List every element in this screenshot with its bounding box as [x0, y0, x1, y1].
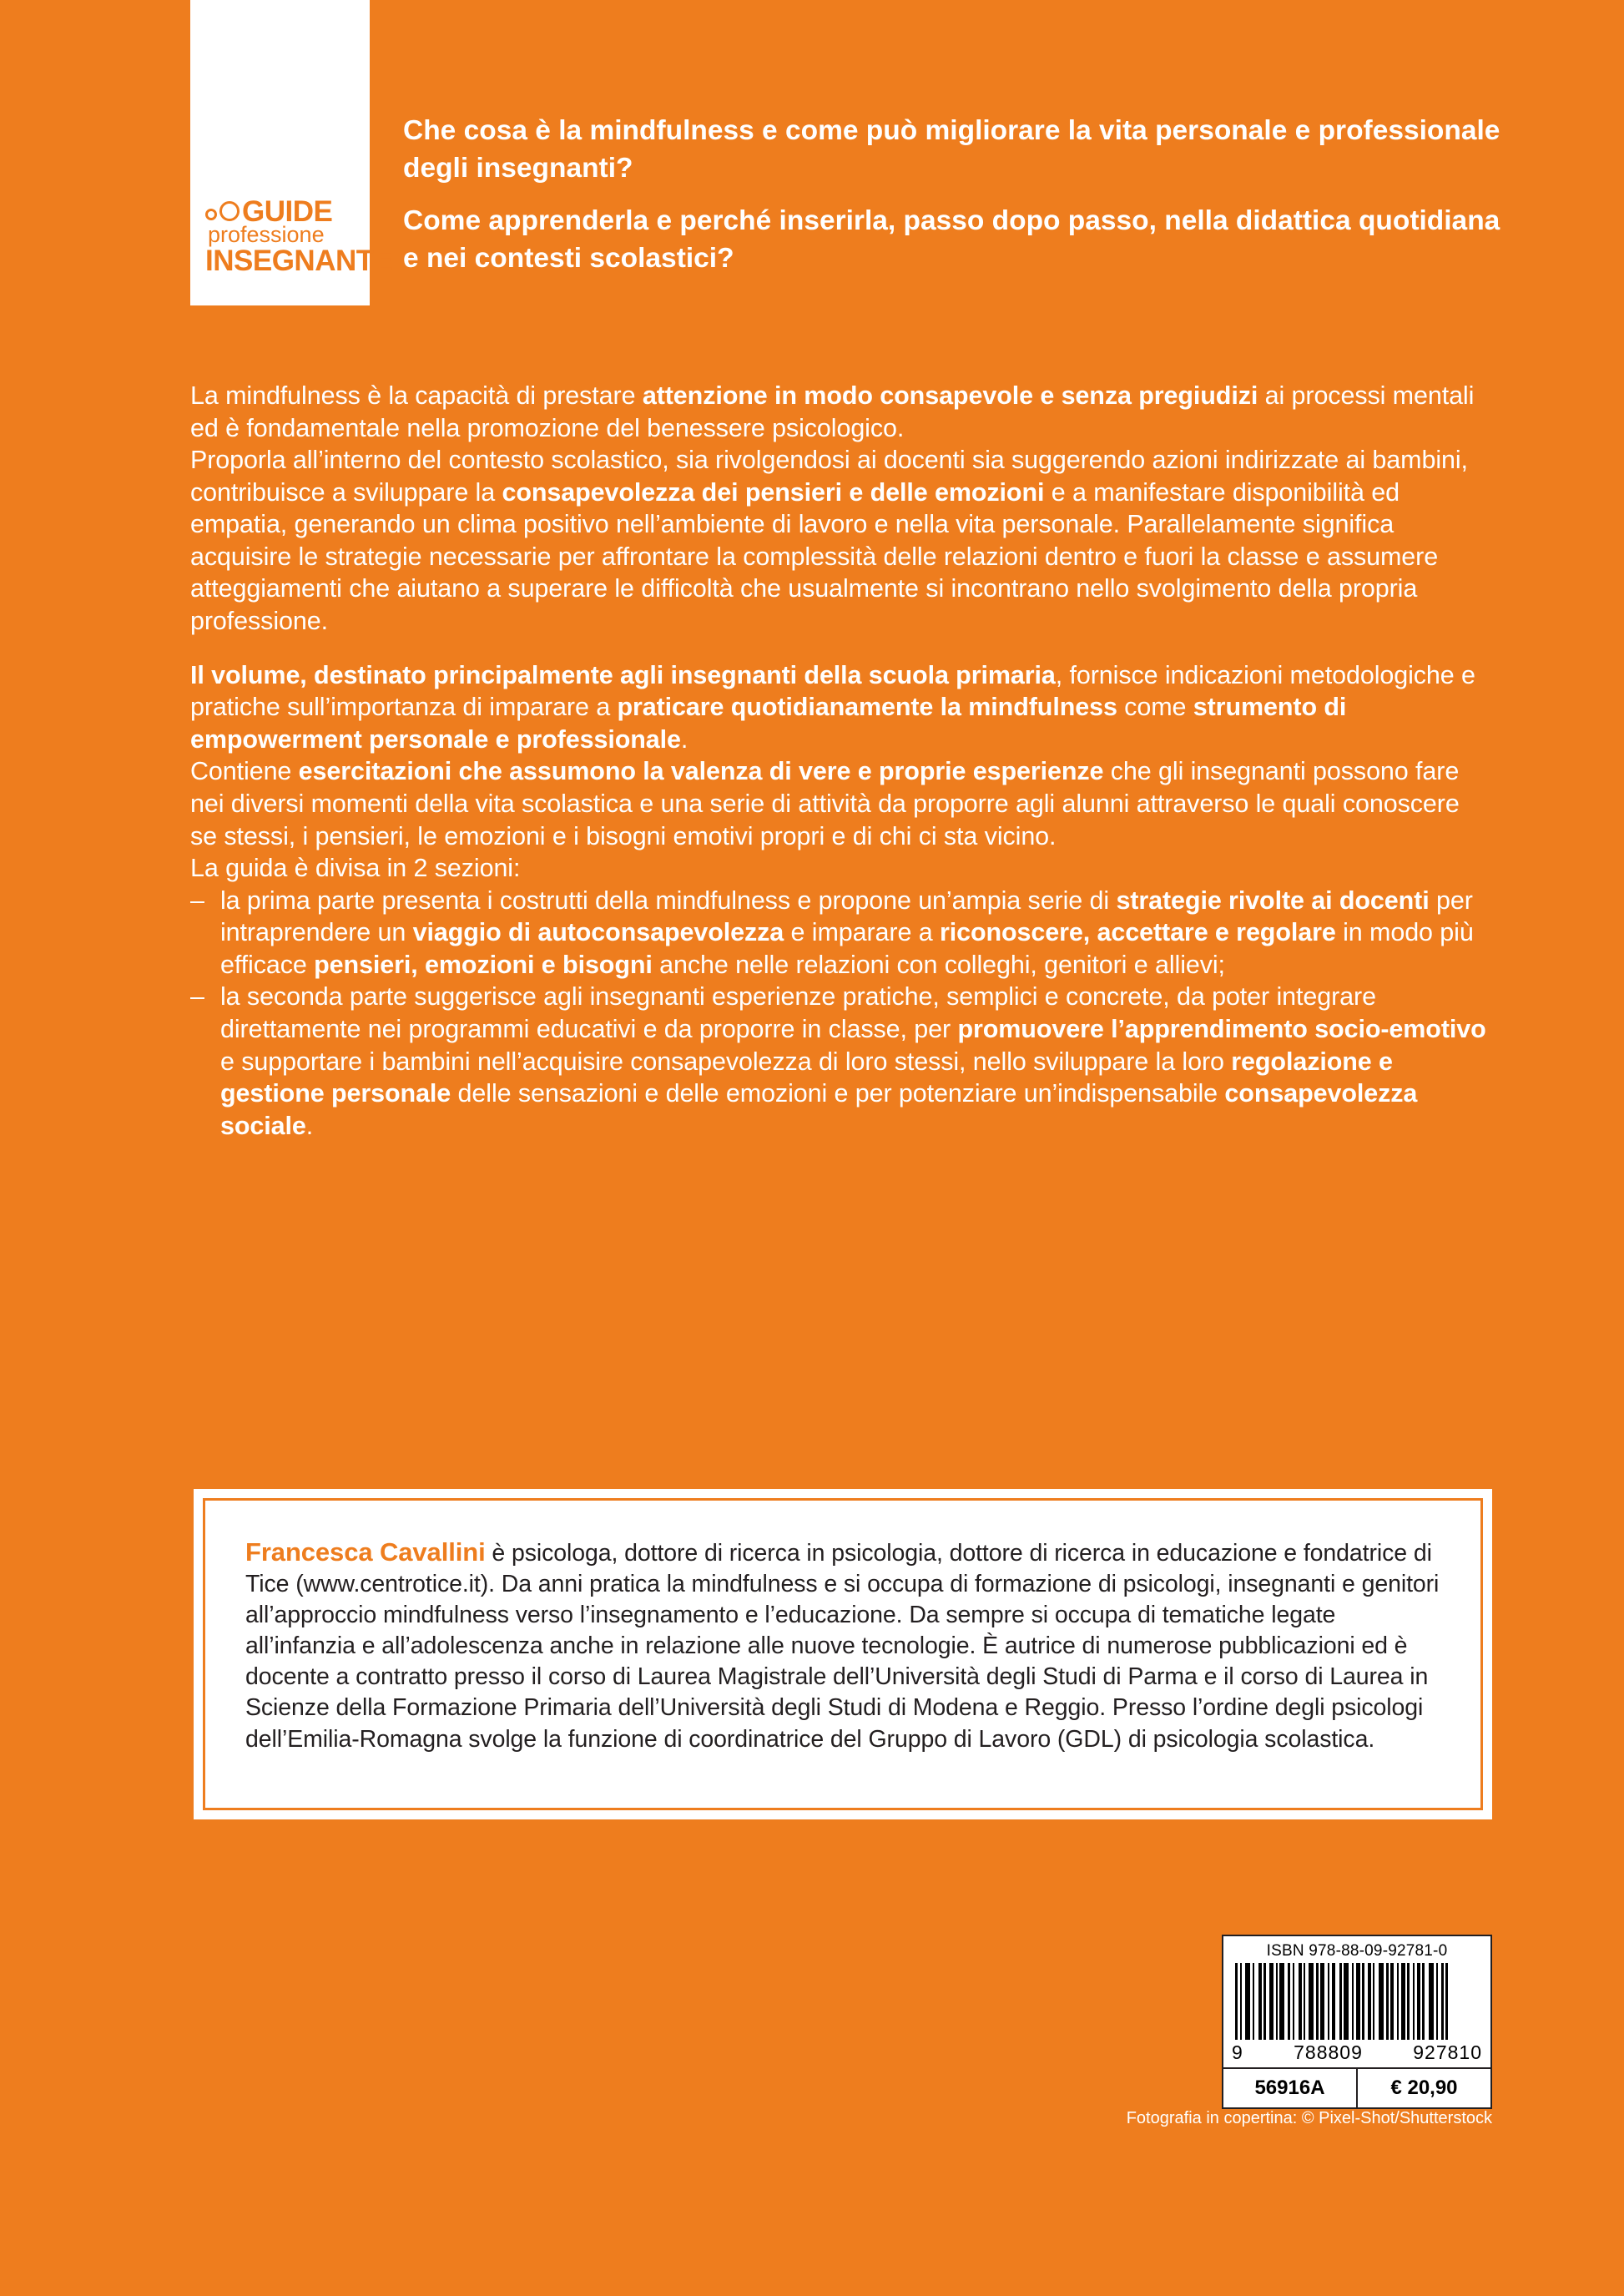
price-label: € 20,90 — [1390, 2076, 1458, 2099]
blurb-paragraph-2 — [190, 444, 1492, 637]
bullet1-part-g: in modo più efficace — [220, 918, 1474, 979]
barcode-digits-group2: 927810 — [1413, 2041, 1482, 2063]
blurb-p1-part-c: ai processi mentali ed è fondamentale nella promozione del benessere psicologico. — [190, 381, 1475, 442]
bullet1-part-i: anche nelle relazioni con colleghi, genitori e allievi; — [652, 950, 1225, 979]
blurb-paragraph-3 — [190, 659, 1492, 756]
catalog-code: 56916A — [1223, 2069, 1358, 2107]
barcode-digits-group1: 788809 — [1294, 2041, 1363, 2063]
sections-list — [190, 885, 1492, 1143]
author-box — [194, 1489, 1492, 1819]
list-item — [190, 885, 1492, 981]
bullet1-bold-2: viaggio di autoconsapevolezza — [412, 918, 784, 947]
author-bio — [245, 1536, 1440, 1755]
blurb-p4-part-c: che gli insegnanti possono fare nei diversi momenti della vita scolastica e una serie di attività da proporre agli alunni attraverso le quali conoscere se stessi, i pensieri, le emozioni e i bisogni emotivi propri e di chi ci sta vicino. — [190, 757, 1460, 850]
barcode-digit-left: 9 — [1232, 2041, 1243, 2063]
bullet1-bold-3: riconoscere, accettare e regolare — [939, 918, 1336, 947]
bullet2-part-e: delle sensazioni e delle emozioni e per potenziare un’indispensabile — [451, 1079, 1225, 1108]
logo-bottom-rule — [190, 299, 370, 305]
bullet1-bold-4: pensieri, emozioni e bisogni — [314, 950, 653, 979]
bullet2-bold-1: promuovere l’apprendimento socio-emotivo — [957, 1014, 1486, 1043]
blurb-p4-bold: esercitazioni che assumono la valenza di vere e proprie esperienze — [298, 757, 1104, 786]
blurb-p3-part-b: , fornisce indicazioni metodologiche e pratiche sull’importanza di imparare a — [190, 660, 1475, 722]
blurb-body — [190, 380, 1492, 1142]
blurb-p3-bold-2: praticare quotidianamente la mindfulness — [617, 693, 1117, 722]
logo-professione-text: professione — [208, 221, 325, 247]
blurb-p3-part-f: . — [680, 724, 688, 754]
bullet1-part-e: e imparare a — [784, 918, 940, 947]
blurb-p3-bold-3: strumento di empowerment personale e professionale — [190, 693, 1347, 754]
price-row — [1223, 2067, 1490, 2107]
blurb-paragraph-1 — [190, 380, 1492, 444]
bullet2-part-a: la seconda parte suggerisce agli insegnanti esperienze pratiche, semplici e concrete, da poter integrare direttamente nei programmi educativi e da proporre in classe, per — [220, 982, 1376, 1043]
blurb-p1-part-a: La mindfulness è la capacità di prestare — [190, 381, 643, 410]
big-ring-icon — [219, 201, 240, 221]
blurb-p3-part-d: come — [1117, 693, 1193, 722]
blurb-p2-part-c: e a manifestare disponibilità ed empatia, generando un clima positivo nell’ambiente di lavoro e nella vita personale. Parallelamente significa acquisire le strategie necessarie per affrontare la complessità delle relazioni dentro e fuori la classe e assumere atteggiamenti che aiutano a superare le difficoltà che usualmente si incontrano nello svolgimento della propria professione. — [190, 477, 1439, 636]
headline-question-2: Come apprenderla e perché inserirla, passo dopo passo, nella didattica quotidiana e nei contesti scolastici? — [403, 204, 1500, 274]
barcode-block — [1222, 1935, 1492, 2109]
isbn-label: ISBN 978-88-09-92781-0 — [1266, 1942, 1448, 1960]
photo-credit: Fotografia in copertina: © Pixel-Shot/Shutterstock — [1126, 2109, 1492, 2127]
bullet1-bold-1: strategie rivolte ai docenti — [1116, 886, 1430, 915]
author-box-inner — [203, 1498, 1483, 1810]
bullet2-part-c: e supportare i bambini nell’acquisire consapevolezza di loro stessi, nello sviluppare la loro — [220, 1047, 1232, 1076]
bullet2-part-g: . — [305, 1111, 314, 1140]
bullet1-part-a: la prima parte presenta i costrutti della mindfulness e propone un’ampia serie di — [220, 886, 1117, 915]
list-dash: – — [190, 886, 204, 915]
spine-strip — [0, 0, 190, 2296]
list-item — [190, 981, 1492, 1142]
headline-question-1: Che cosa è la mindfulness e come può migliorare la vita personale e professionale degli insegnanti? — [403, 115, 1500, 184]
bullet2-bold-3: consapevolezza sociale — [220, 1079, 1418, 1140]
blurb-p4-part-a: Contiene — [190, 757, 299, 786]
barcode-digits — [1232, 2041, 1482, 2064]
blurb-p1-bold: attenzione in modo consapevole e senza pregiudizi — [642, 381, 1258, 410]
blurb-paragraph-4 — [190, 755, 1492, 852]
logo-guide-text: GUIDE — [242, 194, 333, 228]
blurb-p2-part-a: Proporla all’interno del contesto scolastico, sia rivolgendosi ai docenti sia suggerendo azioni indirizzate ai bambini, contribuisce a sviluppare la — [190, 446, 1468, 507]
bullet1-part-c: per intraprendere un — [220, 886, 1473, 947]
series-logo-block — [190, 0, 393, 305]
headline — [403, 113, 1521, 278]
small-ring-icon — [205, 209, 217, 220]
barcode-bars — [1235, 1963, 1479, 2040]
author-bio-text: è psicologa, dottore di ricerca in psicologia, dottore di ricerca in educazione e fondatrice di Tice (www.centrotice.it). Da anni pratica la mindfulness e si occupa di formazione di psicologi, insegnanti e genitori all’approccio mindfulness verso l’insegnamento e l’educazione. Da sempre si occupa di tematiche legate all’infanzia e all’adolescenza anche in relazione alle nuove tecnologie. È autrice di numerose pubblicazioni ed è docente a contratto presso il corso di Laurea Magistrale dell’Università degli Studi di Parma e il corso di Laurea in Scienze della Formazione Primaria dell’Università degli Studi di Modena e Reggio. Presso l’ordine degli psicologi dell’Emilia-Romagna svolge la funzione di coordinatrice del Gruppo di Lavoro (GDL) di psicologia scolastica. — [245, 1540, 1440, 1753]
logo-insegnante-text: INSEGNANTE — [205, 245, 393, 278]
bullet2-bold-2: regolazione e gestione personale — [220, 1047, 1393, 1108]
author-name: Francesca Cavallini — [245, 1537, 486, 1567]
list-dash: – — [190, 982, 204, 1012]
blurb-p3-bold-1: Il volume, destinato principalmente agli insegnanti della scuola primaria — [190, 660, 1056, 689]
series-logo — [190, 179, 393, 305]
blurb-sections-intro: La guida è divisa in 2 sezioni: — [190, 854, 521, 883]
blurb-p2-bold: consapevolezza dei pensieri e delle emozioni — [502, 477, 1045, 507]
